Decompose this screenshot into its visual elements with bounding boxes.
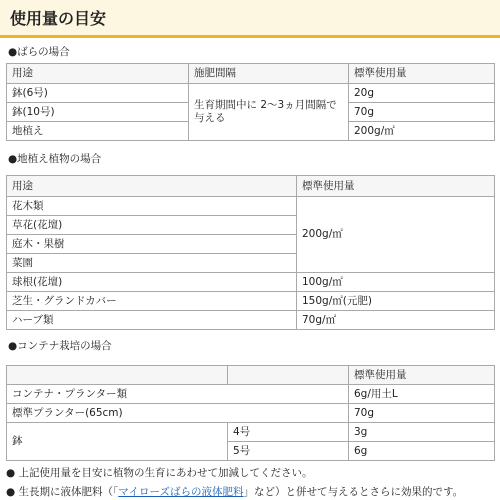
container-section-title: ●コンテナ栽培の場合 xyxy=(8,340,112,352)
table-row xyxy=(7,84,495,103)
liquid-fertilizer-note xyxy=(6,484,463,499)
header-use: 用途 xyxy=(7,176,297,197)
container-table xyxy=(6,365,495,461)
header-amount: 標準使用量 xyxy=(349,366,495,385)
liquid-fertilizer-link[interactable]: マイローズばらの液体肥料 xyxy=(118,486,244,498)
cell-amount: 100g/㎡ xyxy=(297,273,495,292)
ground-section-title: ●地植え植物の場合 xyxy=(8,153,102,165)
cell-use: 庭木・果樹 xyxy=(7,235,297,254)
table-header-row xyxy=(7,64,495,84)
header-use: 用途 xyxy=(7,64,189,84)
cell-use: ハーブ類 xyxy=(7,311,297,330)
page-title: 使用量の目安 xyxy=(10,9,107,28)
header-blank xyxy=(7,366,228,385)
rose-table xyxy=(6,63,495,141)
note-text-pre: ● 生長期に液体肥料（「 xyxy=(6,486,119,498)
cell-use: コンテナ・プランター類 xyxy=(7,385,349,404)
cell-pot-label: 鉢 xyxy=(7,423,228,461)
cell-amount: 150g/㎡(元肥) xyxy=(297,292,495,311)
ground-table xyxy=(6,175,495,330)
table-row xyxy=(7,385,495,404)
usage-note: ● 上記使用量を目安に植物の生育にあわせて加減してください。 xyxy=(6,467,313,479)
table-row xyxy=(7,292,495,311)
cell-use: 地植え xyxy=(7,122,189,141)
cell-interval: 生育期間中に 2～3ヵ月間隔で与える xyxy=(189,84,349,141)
note-text-post: 」など）と併せて与えるとさらに効果的です。 xyxy=(243,486,464,498)
cell-amount: 6g xyxy=(349,442,495,461)
table-header-row xyxy=(7,176,495,197)
table-row xyxy=(7,197,495,216)
rose-section-title: ●ばらの場合 xyxy=(8,46,70,58)
header-interval: 施肥間隔 xyxy=(189,64,349,84)
cell-amount-merged: 200g/㎡ xyxy=(297,197,495,273)
cell-use: 菜園 xyxy=(7,254,297,273)
table-row xyxy=(7,404,495,423)
table-row xyxy=(7,311,495,330)
cell-use: 鉢(10号) xyxy=(7,103,189,122)
table-row xyxy=(7,273,495,292)
table-row xyxy=(7,423,495,442)
cell-use: 鉢(6号) xyxy=(7,84,189,103)
header-amount: 標準使用量 xyxy=(297,176,495,197)
table-header-row xyxy=(7,366,495,385)
cell-use: 芝生・グランドカバー xyxy=(7,292,297,311)
cell-use: 球根(花壇) xyxy=(7,273,297,292)
header-amount: 標準使用量 xyxy=(349,64,495,84)
cell-amount: 20g xyxy=(349,84,495,103)
cell-amount: 6g/用土L xyxy=(349,385,495,404)
page-header xyxy=(0,0,500,38)
cell-use: 花木類 xyxy=(7,197,297,216)
header-blank xyxy=(228,366,349,385)
cell-amount: 70g xyxy=(349,103,495,122)
cell-use: 草花(花壇) xyxy=(7,216,297,235)
cell-pot-size: 5号 xyxy=(228,442,349,461)
cell-use: 標準プランター(65cm) xyxy=(7,404,349,423)
cell-amount: 200g/㎡ xyxy=(349,122,495,141)
cell-pot-size: 4号 xyxy=(228,423,349,442)
cell-amount: 70g xyxy=(349,404,495,423)
cell-amount: 3g xyxy=(349,423,495,442)
cell-amount: 70g/㎡ xyxy=(297,311,495,330)
